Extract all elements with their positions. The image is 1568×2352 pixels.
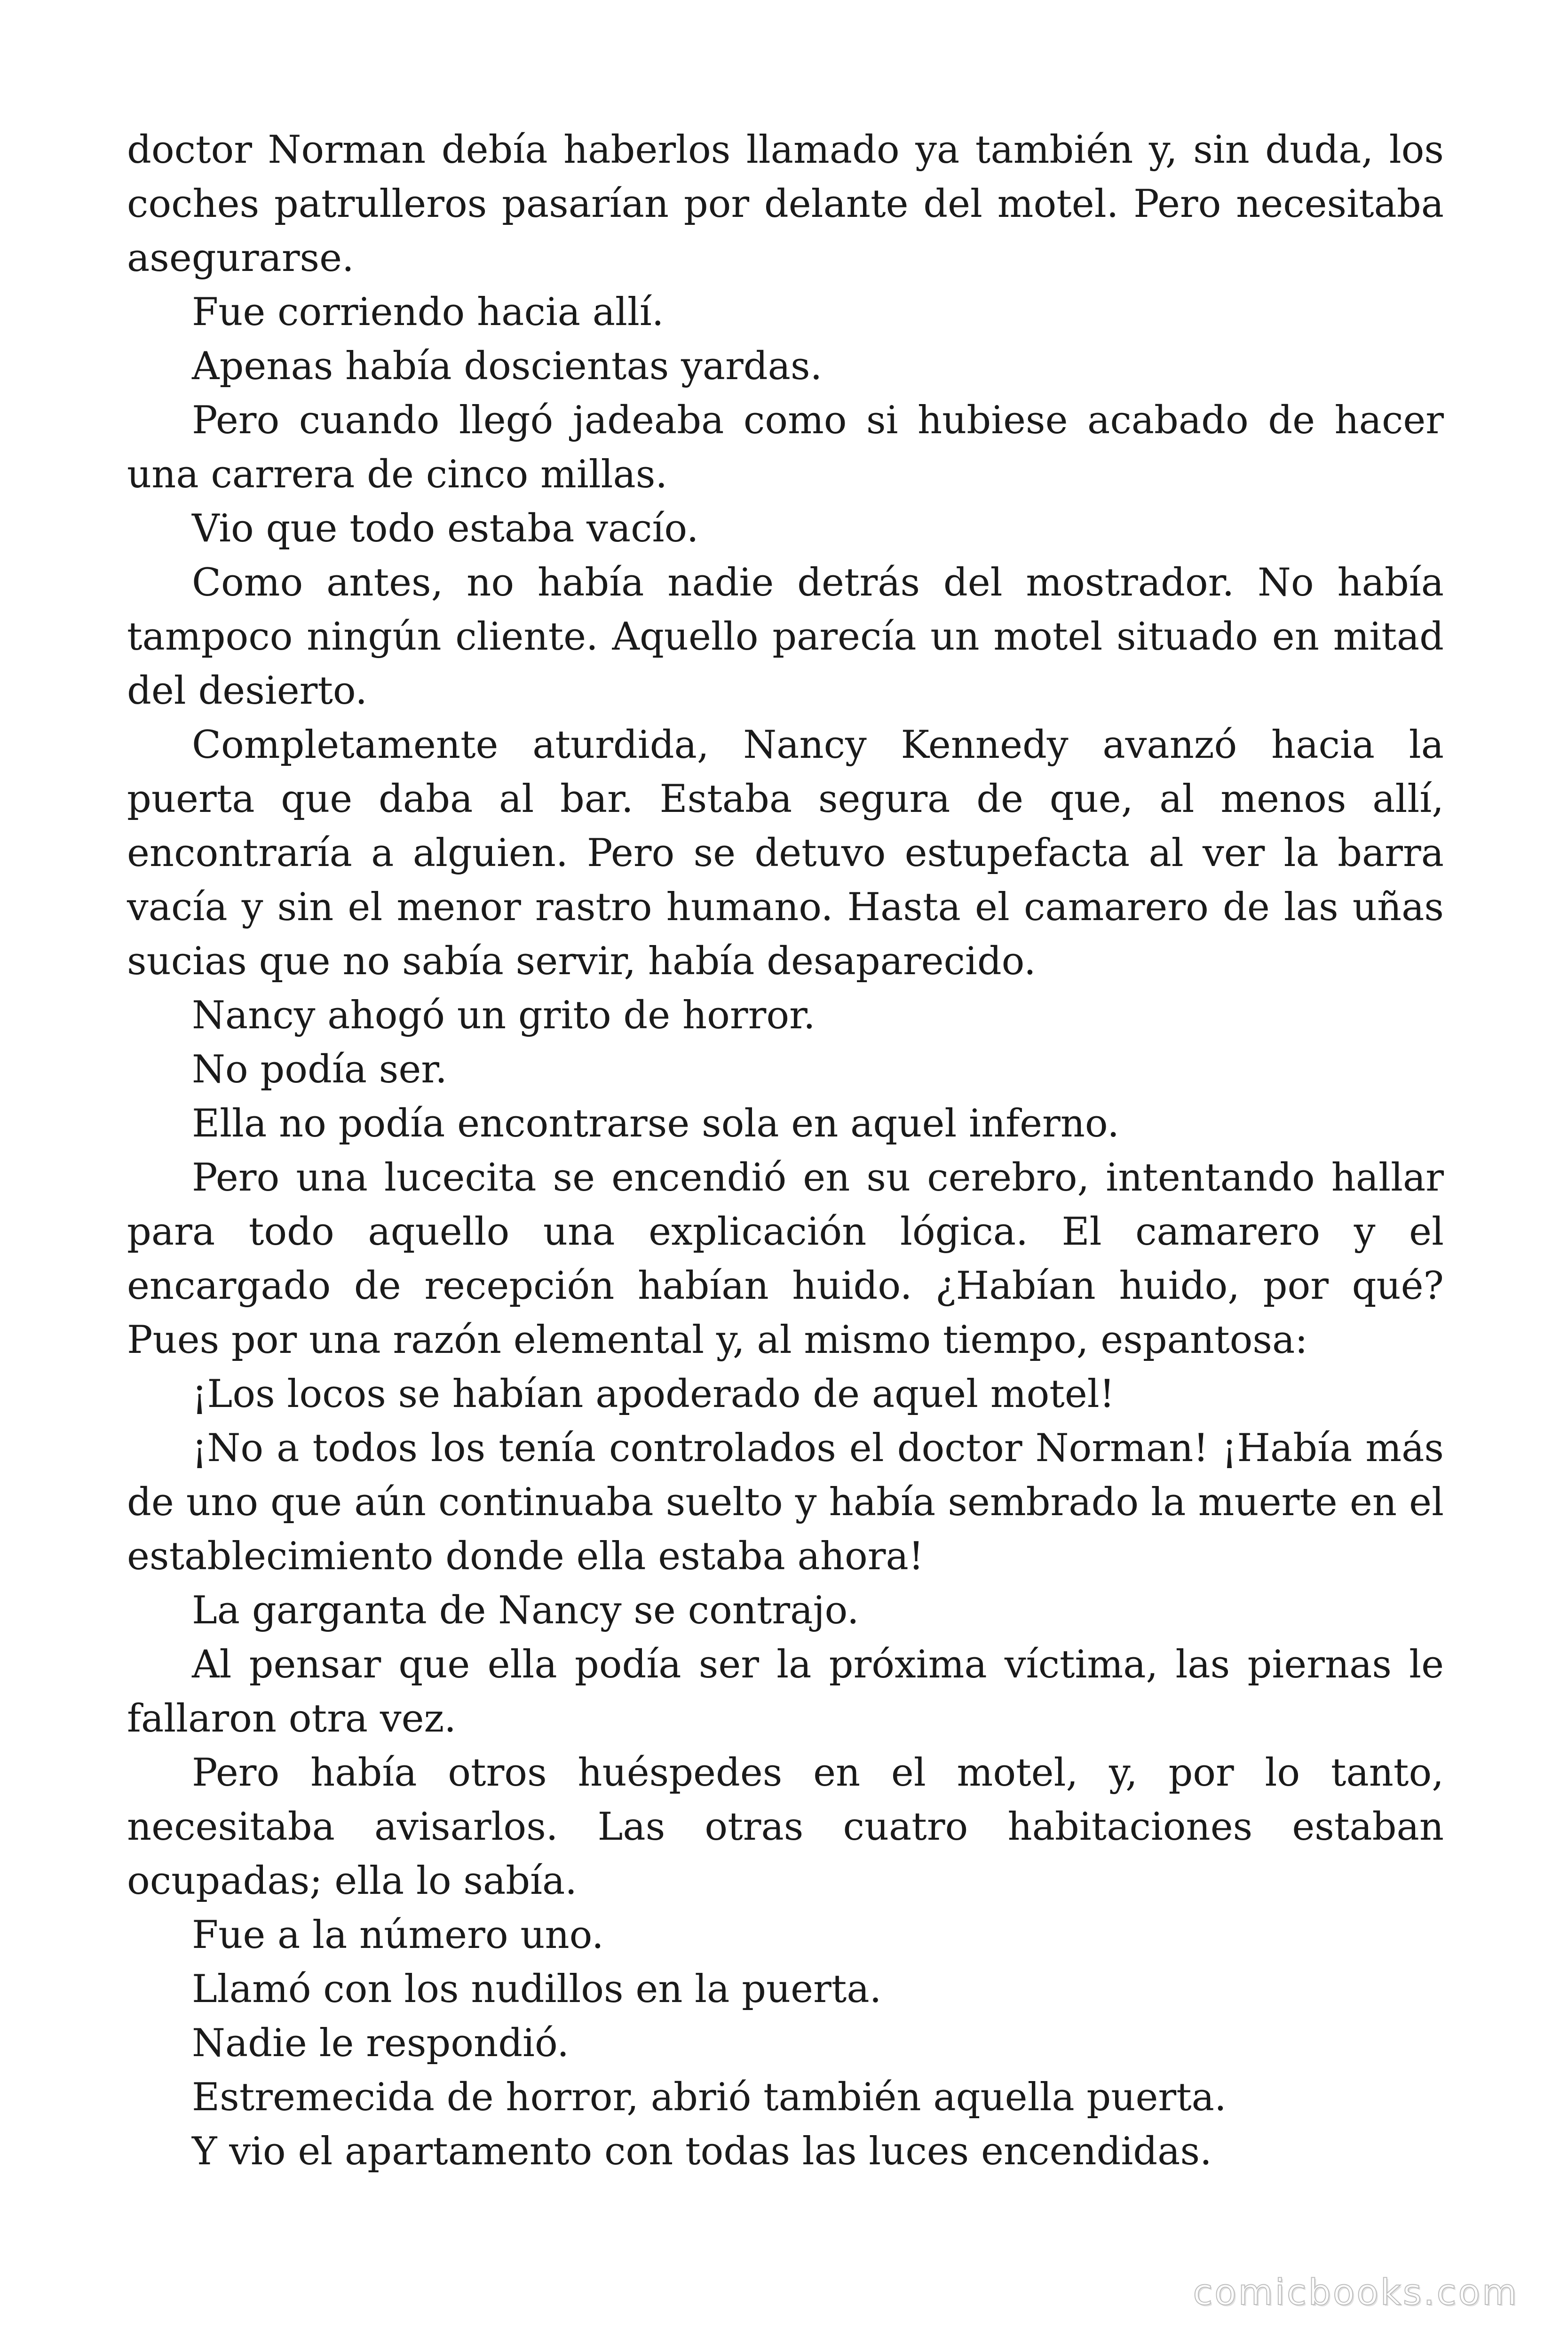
paragraph: ¡Los locos se habían apoderado de aquel motel! xyxy=(192,1372,1115,1416)
paragraph: Vio que todo estaba vacío. xyxy=(192,507,699,551)
paragraph: Al pensar que ella podía ser la próxima víctima, las piernas le fallaron otra vez. xyxy=(127,1643,1444,1741)
watermark: comicbooks.com xyxy=(1193,2271,1519,2313)
paragraph: doctor Norman debía haberlos llamado ya también y, sin duda, los coches patrulleros pasarían por delante del motel. Pero necesitaba asegurarse. xyxy=(127,128,1444,280)
paragraph: Ella no podía encontrarse sola en aquel inferno. xyxy=(192,1102,1120,1146)
paragraph: Completamente aturdida, Nancy Kennedy avanzó hacia la puerta que daba al bar. Estaba segura de que, al menos allí, encontraría a alguien. Pero se detuvo estupefacta al ver la barra vacía y sin el menor rastro humano. Hasta el camarero de las uñas sucias que no sabía servir, había desaparecido. xyxy=(127,723,1444,984)
paragraph: Nancy ahogó un grito de horror. xyxy=(192,993,816,1038)
paragraph: Nadie le respondió. xyxy=(192,2021,570,2066)
paragraph: ¡No a todos los tenía controlados el doctor Norman! ¡Había más de uno que aún continuaba suelto y había sembrado la muerte en el establecimiento donde ella estaba ahora! xyxy=(127,1426,1444,1579)
paragraph: No podía ser. xyxy=(192,1048,447,1092)
page-text xyxy=(127,123,1444,2179)
paragraph: La garganta de Nancy se contrajo. xyxy=(192,1589,859,1633)
paragraph: Pero una lucecita se encendió en su cerebro, intentando hallar para todo aquello una explicación lógica. El camarero y el encargado de recepción habían huido. ¿Habían huido, por qué? Pues por una razón elemental y, al mismo tiempo, espantosa: xyxy=(127,1156,1444,1362)
paragraph: Pero cuando llegó jadeaba como si hubiese acabado de hacer una carrera de cinco millas. xyxy=(127,398,1444,497)
paragraph: Fue a la número uno. xyxy=(192,1913,604,1957)
paragraph: Pero había otros huéspedes en el motel, y, por lo tanto, necesitaba avisarlos. Las otras cuatro habitaciones estaban ocupadas; ella lo sabía. xyxy=(127,1751,1444,1903)
paragraph: Como antes, no había nadie detrás del mostrador. No había tampoco ningún cliente. Aquello parecía un motel situado en mitad del desierto. xyxy=(127,561,1444,713)
paragraph: Y vio el apartamento con todas las luces encendidas. xyxy=(192,2130,1212,2174)
paragraph: Apenas había doscientas yardas. xyxy=(192,344,823,389)
paragraph: Estremecida de horror, abrió también aquella puerta. xyxy=(192,2075,1227,2120)
paragraph: Llamó con los nudillos en la puerta. xyxy=(192,1967,882,2011)
paragraph: Fue corriendo hacia allí. xyxy=(192,290,664,334)
